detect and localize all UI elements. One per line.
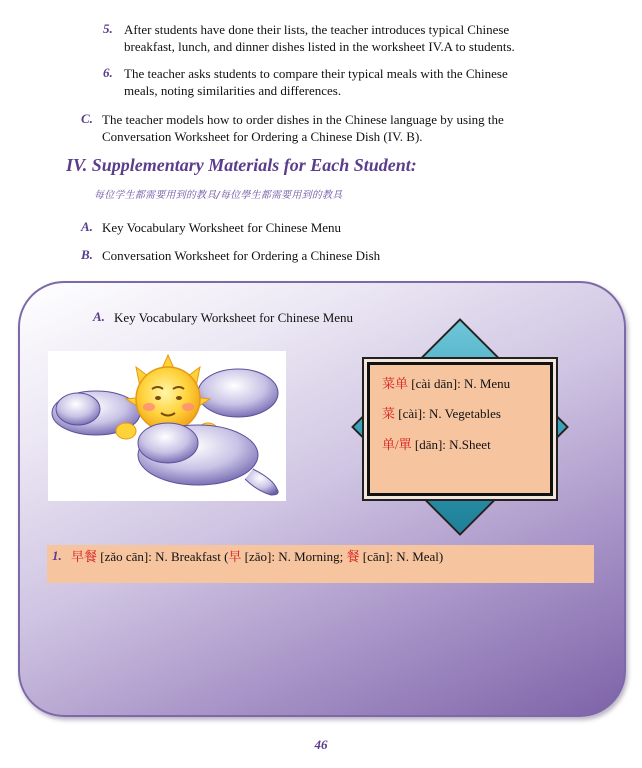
- item-c-line1: The teacher models how to order dishes in the Chinese language by using the: [102, 112, 504, 127]
- page-number: 46: [314, 737, 328, 752]
- panel-title: Key Vocabulary Worksheet for Chinese Menu: [114, 310, 354, 325]
- section-heading: IV. Supplementary Materials for Each Student:: [66, 155, 417, 175]
- sun-cloud-illustration: [48, 351, 286, 501]
- step-6-line1: The teacher asks students to compare their typical meals with the Chinese: [124, 66, 508, 81]
- vocab-menu-hanzi: 菜单: [382, 376, 409, 391]
- morning-hanzi: 早: [228, 549, 242, 564]
- breakfast-hanzi: 早餐: [71, 549, 98, 564]
- vocab-sheet-hanzi: 单/單: [382, 437, 412, 452]
- step-5-text: [124, 21, 515, 55]
- vocab-menu-def: [cài dān]: N. Menu: [408, 376, 511, 391]
- item-c-letter: C.: [81, 111, 93, 126]
- section-subtitle: 每位学生都需要用到的教具/每位學生都需要用到的教具: [94, 190, 343, 201]
- breakfast-text: [71, 548, 443, 565]
- morning-def: [zǎo]: N. Morning;: [241, 549, 347, 564]
- step-6-text: [124, 65, 508, 99]
- panel-title-letter: A.: [93, 309, 105, 324]
- step-6-line2: meals, noting similarities and differences.: [124, 83, 342, 98]
- vocab-sheet-def: [dān]: N.Sheet: [411, 437, 491, 452]
- step-5-line2: breakfast, lunch, and dinner dishes listed in the worksheet IV.A to students.: [124, 39, 515, 54]
- material-a-letter: A.: [81, 219, 93, 234]
- step-6-number: 6.: [103, 65, 113, 80]
- vocab-vegetables-def: [cài]: N. Vegetables: [395, 406, 501, 421]
- vocab-vegetables: [382, 403, 501, 422]
- breakfast-def: [zǎo cān]: N. Breakfast (: [97, 549, 229, 564]
- material-a-text: Key Vocabulary Worksheet for Chinese Menu: [102, 220, 342, 235]
- breakfast-vocab-bar: [47, 545, 594, 583]
- breakfast-number: 1.: [52, 548, 62, 563]
- vocab-vegetables-hanzi: 菜: [382, 406, 396, 421]
- vocab-card: [367, 362, 553, 496]
- meal-hanzi: 餐: [346, 549, 360, 564]
- sun-cloud-icon: [48, 351, 286, 501]
- item-c-text: [102, 111, 504, 145]
- material-b-text: Conversation Worksheet for Ordering a Chinese Dish: [102, 248, 381, 263]
- vocab-sheet: [382, 434, 491, 453]
- vocab-menu: [382, 373, 510, 392]
- step-5-line1: After students have done their lists, the teacher introduces typical Chinese: [124, 22, 510, 37]
- meal-def: [cān]: N. Meal): [359, 549, 444, 564]
- material-b-letter: B.: [81, 247, 93, 262]
- item-c-line2: Conversation Worksheet for Ordering a Chinese Dish (IV. B).: [102, 129, 423, 144]
- step-5-number: 5.: [103, 21, 113, 36]
